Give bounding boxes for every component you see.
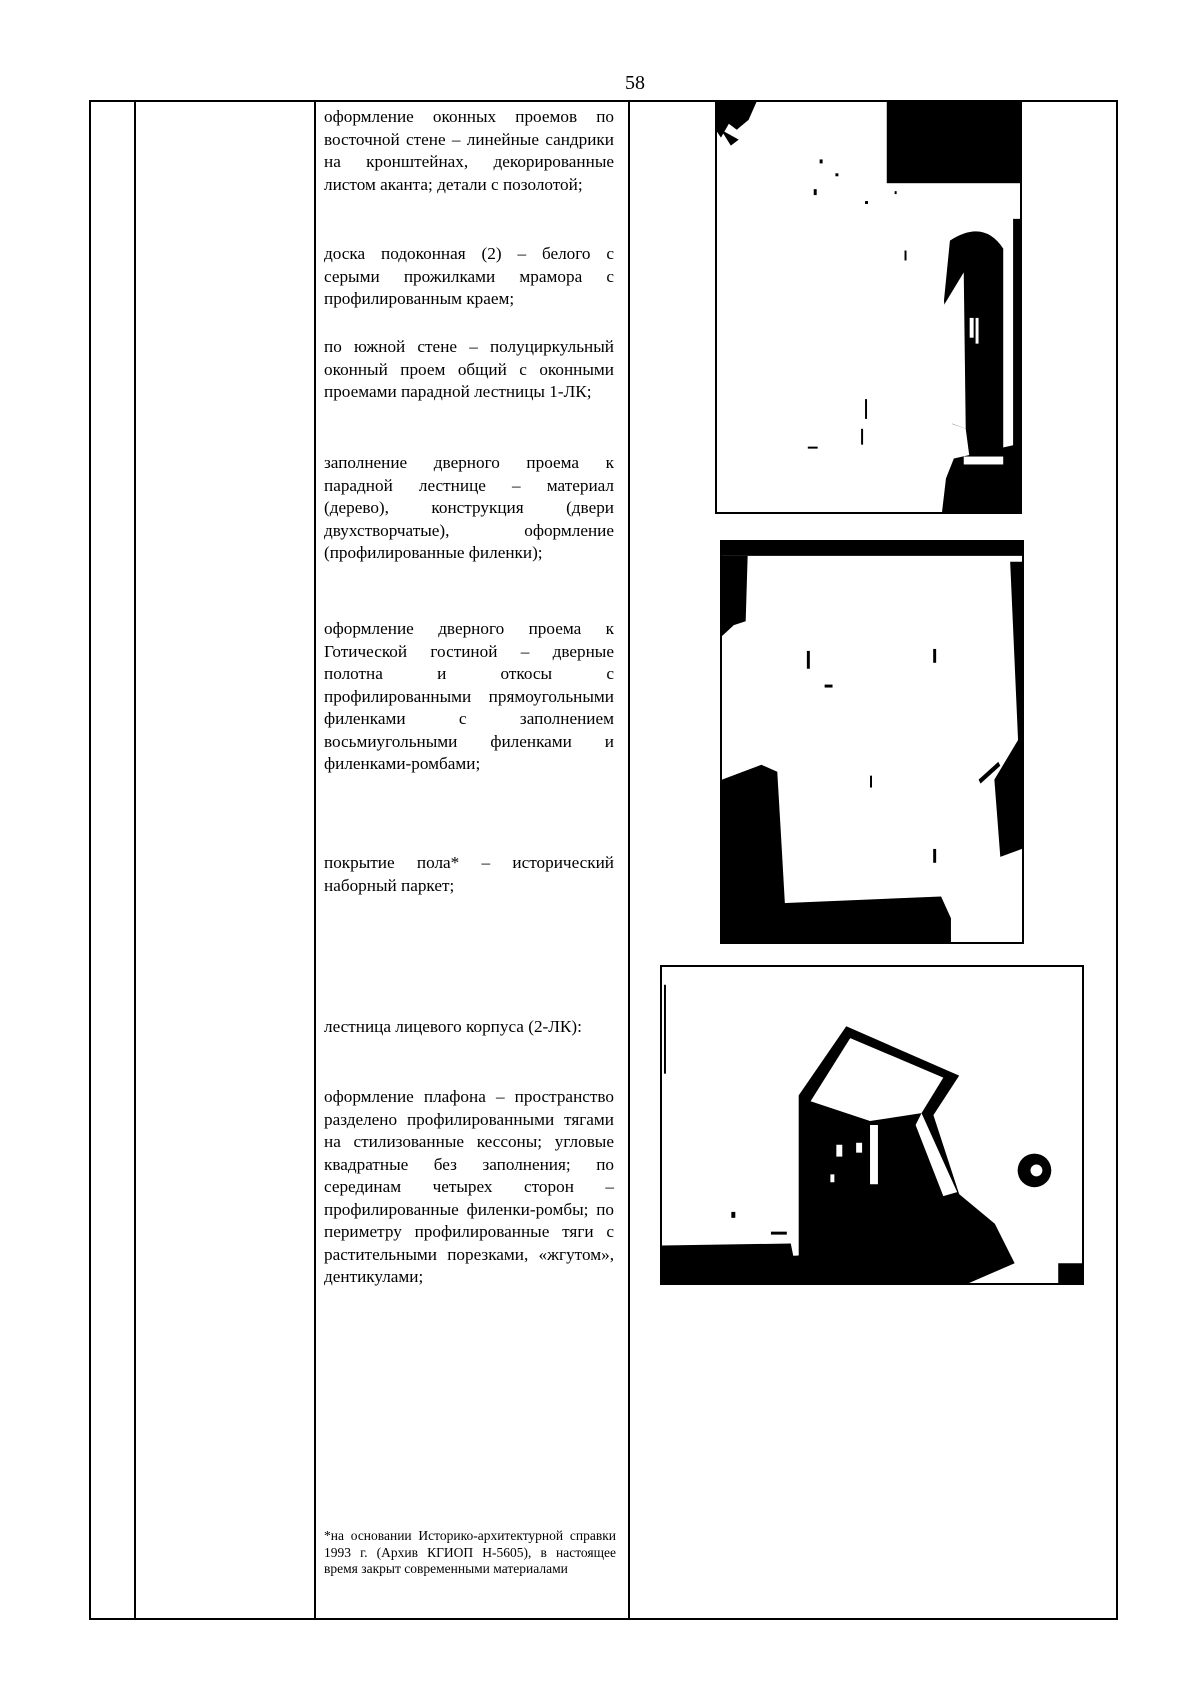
paragraph-windowsill: доска подоконная (2) – белого с серыми прожилками мрамора с профилированным краем; — [324, 244, 614, 308]
photo-staircase-ceiling — [660, 965, 1084, 1285]
paragraph-ceiling: оформление плафона – пространство разделено профилированными тягами на стилизованные кессоны; угловые квадратные без заполнения; по серединам четырех сторон – профилированные филенки-ромбы; по периметру профилированные тяги с растительными порезками, «жгутом», дентикулами; — [324, 1087, 614, 1286]
paragraph-south-wall: по южной стене – полуциркульный оконный проем общий с оконными проемами парадной лестницы 1-ЛК; — [324, 337, 614, 401]
photo-staircase-ceiling-image — [662, 967, 1082, 1283]
column-divider — [628, 102, 630, 1618]
page-number: 58 — [625, 72, 645, 94]
paragraph-door-to-gothic-room: оформление дверного проема к Готической гостиной – дверные полотна и откосы с профилированными прямоугольными филенками с заполнением восьмиугольными филенками и филенками-ромбами; — [324, 619, 614, 773]
column-divider — [134, 102, 136, 1618]
paragraph-staircase-heading: лестница лицевого корпуса (2-ЛК): — [324, 1017, 582, 1036]
photo-door-interior-image — [722, 542, 1022, 942]
paragraph-window-openings-east: оформление оконных проемов по восточной стене – линейные сандрики на кронштейнах, декорированные листом аканта; детали с позолотой; — [324, 107, 614, 194]
paragraph-floor: покрытие пола* – исторический наборный паркет; — [324, 853, 614, 895]
paragraph-door-to-main-stair: заполнение дверного проема к парадной лестнице – материал (дерево), конструкция (двери двухстворчатые), оформление (профилированные филенки); — [324, 453, 614, 562]
photo-door-interior — [720, 540, 1024, 944]
photo-window-room — [715, 100, 1022, 514]
photo-window-room-image — [717, 102, 1020, 512]
column-divider — [314, 102, 316, 1618]
footnote: *на основании Историко-архитектурной справки 1993 г. (Архив КГИОП Н-5605), в настоящее время закрыт современными материалами — [324, 1528, 616, 1576]
